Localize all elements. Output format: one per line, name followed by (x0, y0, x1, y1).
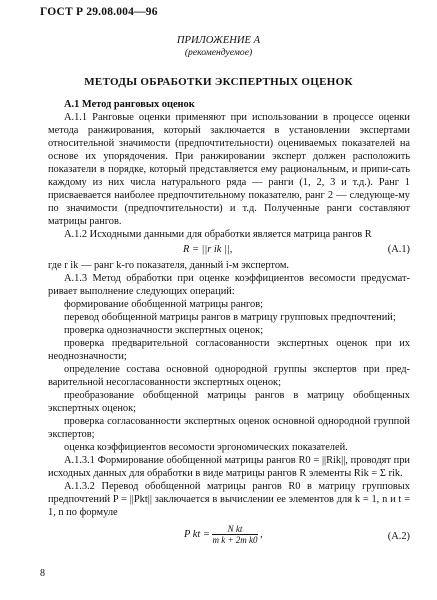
formula-a1 (48, 242, 410, 257)
section-heading: А.1 Метод ранговых оценок (64, 99, 195, 110)
paragraph-a132: А.1.3.2 Перевод обобщенной матрицы рангов R0 в матрицу групповых предпочтений P = ||Pkt|| заключается в вычислении ее элементов для k = 1, n и t = 1, n по формуле (48, 481, 410, 518)
list-item: определение состава основной однородной группы экспертов при пред-варительной несогласованности экспертных оценок; (48, 364, 410, 388)
formula-a1-number: (А.1) (387, 244, 410, 255)
paragraph-where: где r ik — ранг k-го показателя, данный i-м экспертом. (48, 260, 290, 271)
formula-a1-expression: R = ||r ik ||, (183, 244, 233, 255)
appendix-note: (рекомендуемое) (184, 47, 253, 58)
paragraph-a13: А.1.3 Метод обработки при оценке коэффициентов весомости предусмат-ривает выполнение следующих операций: (48, 273, 410, 297)
paragraph-a12: А.1.2 Исходными данными для обработки является матрица рангов R (64, 229, 372, 240)
document-body (48, 98, 410, 550)
list-item: преобразование обобщенной матрицы рангов в матрицу обобщенных экспертных оценок; (48, 390, 410, 414)
page-number: 8 (40, 568, 45, 579)
appendix-title: МЕТОДЫ ОБРАБОТКИ ЭКСПЕРТНЫХ ОЦЕНОК (84, 76, 353, 88)
formula-a2-expression (184, 524, 263, 545)
appendix-caption (0, 35, 437, 59)
paragraph-a131: А.1.3.1 Формирование обобщенной матрицы рангов R0 = ||Rik||, проводят при исходных данных для обработки в виде матрицы рангов R элементы Rik = Σ rik. (48, 455, 410, 479)
formula-a2-tail: , (260, 528, 263, 540)
list-item: проверка предварительной согласованности экспертных оценок при их неоднозначности; (48, 338, 410, 362)
formula-a2-lhs: P kt = (184, 528, 210, 540)
document-header: ГОСТ Р 29.08.004—96 (40, 6, 158, 18)
list-item: перевод обобщенной матрицы рангов в матрицу групповых предпочтений; (64, 312, 396, 323)
appendix-label: ПРИЛОЖЕНИЕ А (176, 35, 261, 46)
list-item: проверка однозначности экспертных оценок; (64, 325, 264, 336)
list-item: формирование обобщенной матрицы рангов; (64, 299, 264, 310)
list-item: оценка коэффициентов весомости эргономических показателей. (64, 442, 348, 453)
list-item: проверка согласованности экспертных оценок основной однородной группой экспертов; (48, 416, 410, 440)
formula-a2-denominator: m k + 2m k0 (212, 535, 258, 545)
paragraph-a11: А.1.1 Ранговые оценки применяют при использовании в процессе оценки метода ранжирования, который заключается в установлении экспертами относительной значимости (предпочтительности) оцениваемых показателей на основе их упорядочения. При ранжировании эксперт должен расположить показатели в порядке, который представляется ему рациональным, и припи-сать каждому из них числа натурального ряда — ранги (1, 2, 3 и т.д.). Ранг 1 присваевается наиболее предпочтительному показателю, ранг 2 — следующе-му по значимости (предпочтительности) и т.д. Полученные ранги составляют матрицы рангов. (48, 112, 410, 227)
formula-a2-fraction (212, 524, 257, 545)
formula-a2-numerator: N kt (212, 524, 257, 535)
formula-a2-number: (А.2) (387, 531, 410, 542)
formula-a2 (48, 522, 410, 550)
